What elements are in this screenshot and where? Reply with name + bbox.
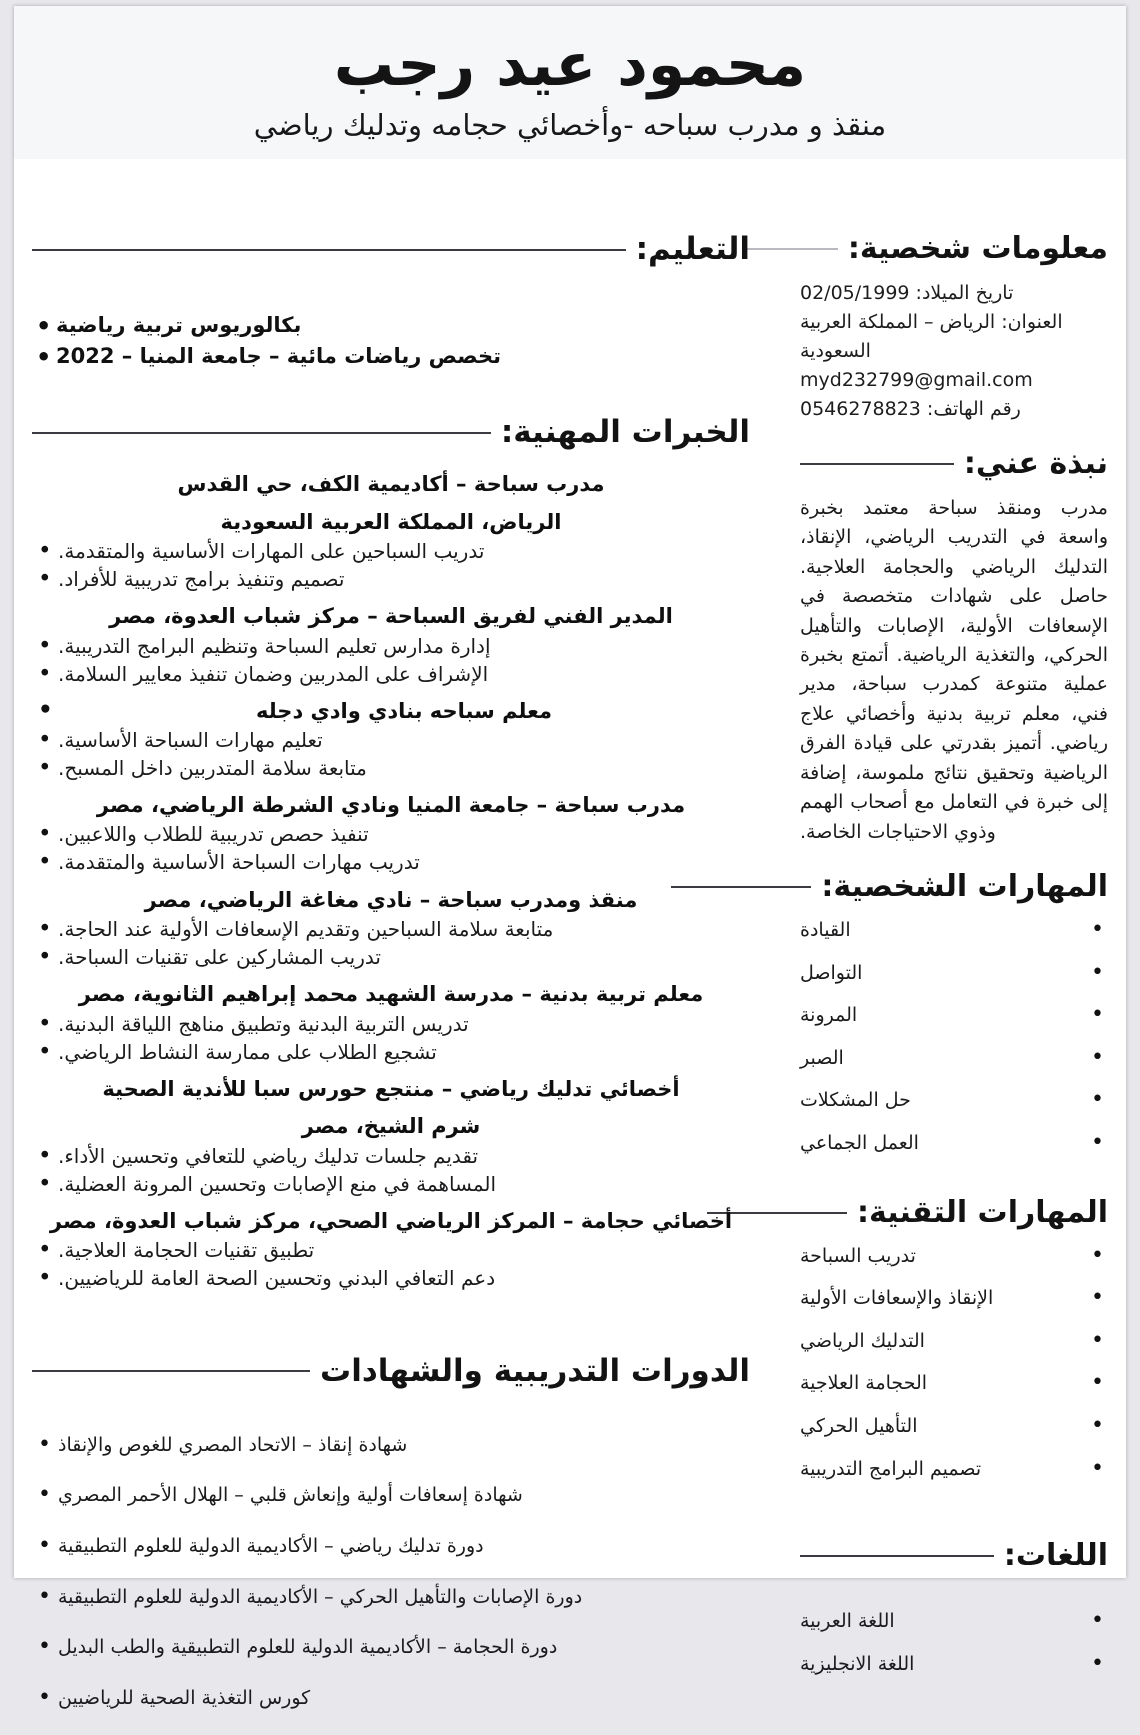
- list-item: • الإنقاذ والإسعافات الأولية: [800, 1285, 1108, 1312]
- section-about: [800, 446, 1108, 847]
- job-title: معلم تربية بدنية – مدرسة الشهيد محمد إبراهيم الثانوية، مصر: [78, 982, 704, 1007]
- experience-heading-row: [32, 414, 750, 451]
- list-item: • تشجيع الطلاب على ممارسة النشاط الرياضي.: [32, 1039, 750, 1066]
- courses-heading-row: [32, 1353, 750, 1390]
- heading-rule: [32, 249, 626, 251]
- list-item: • بكالوريوس تربية رياضية: [32, 311, 750, 341]
- job-duties: [32, 916, 750, 971]
- technical-skills-heading: المهارات التقنية:: [857, 1194, 1108, 1230]
- spacer: [32, 1297, 750, 1353]
- list-item: • دعم التعافي البدني وتحسين الصحة العامة للرياضيين.: [32, 1265, 750, 1292]
- list-item: • تدريب المشاركين على تقنيات السباحة.: [32, 944, 750, 971]
- job-title: • معلم سباحه بنادي وادي دجله: [32, 697, 750, 726]
- list-item: • دورة الحجامة – الأكاديمية الدولية للعلوم التطبيقية والطب البديل: [32, 1634, 750, 1661]
- job-location: شرم الشيخ، مصر: [301, 1114, 481, 1139]
- job-duties: [32, 1143, 750, 1198]
- personal-skills-heading: المهارات الشخصية:: [821, 869, 1108, 905]
- spacer: [800, 847, 1108, 869]
- cv-header: [14, 6, 1126, 159]
- section-personal-info: [800, 231, 1108, 423]
- email-line: myd232799@gmail.com: [800, 369, 1033, 392]
- spacer: [800, 1498, 1108, 1538]
- job-location: الرياض، المملكة العربية السعودية: [220, 509, 562, 534]
- spacer: [800, 1173, 1108, 1195]
- job-title: المدير الفني لفريق السباحة – مركز شباب العدوة، مصر: [109, 604, 673, 629]
- technical-skills-heading-row: [800, 1195, 1108, 1231]
- list-item: • تقديم جلسات تدليك رياضي للتعافي وتحسين الأداء.: [32, 1143, 750, 1170]
- personal-info-lines: [800, 279, 1108, 423]
- spacer: [32, 1410, 750, 1432]
- job-title: مدرب سباحة – أكاديمية الكف، حي القدس: [177, 472, 605, 497]
- heading-rule: [800, 463, 954, 465]
- experience-entry: [32, 1208, 750, 1293]
- list-item: • القيادة: [800, 917, 1108, 944]
- list-item: • إدارة مدارس تعليم السباحة وتنظيم البرامج التدريبية.: [32, 633, 750, 660]
- about-heading: نبذة عني:: [963, 445, 1108, 481]
- personal-info-heading: معلومات شخصية:: [847, 231, 1108, 267]
- spacer: [800, 1586, 1108, 1608]
- experience-entry: [32, 697, 750, 782]
- list-item: • المرونة: [800, 1002, 1108, 1029]
- languages-heading-row: [800, 1538, 1108, 1574]
- job-duties: [32, 538, 750, 593]
- personal-info-heading-row: [800, 231, 1108, 267]
- list-item: • التدليك الرياضي: [800, 1328, 1108, 1355]
- experience-entry: [32, 981, 750, 1066]
- list-item: • التواصل: [800, 960, 1108, 987]
- list-item: • تصميم البرامج التدريبية: [800, 1456, 1108, 1483]
- list-item: • اللغة العربية: [800, 1608, 1108, 1635]
- heading-rule: [32, 1370, 310, 1372]
- list-item: • تنفيذ حصص تدريبية للطلاب واللاعبين.: [32, 821, 750, 848]
- candidate-name: محمود عيد رجب: [333, 30, 807, 100]
- experience-entry: [32, 792, 750, 877]
- courses-list: [32, 1432, 750, 1712]
- address-line: العنوان: الرياض – المملكة العربية السعودية: [800, 311, 1063, 363]
- job-title: مدرب سباحة – جامعة المنيا ونادي الشرطة الرياضي، مصر: [96, 793, 686, 817]
- candidate-subtitle: منقذ و مدرب سباحه -وأخصائي حجامه وتدليك رياضي: [253, 108, 887, 143]
- list-item: • الصبر: [800, 1045, 1108, 1072]
- cv-sidebar: [776, 159, 1126, 1735]
- list-item: • تطبيق تقنيات الحجامة العلاجية.: [32, 1237, 750, 1264]
- job-title: منقذ ومدرب سباحة – نادي مغاغة الرياضي، مصر: [144, 887, 638, 912]
- list-item: • اللغة الانجليزية: [800, 1651, 1108, 1678]
- list-item: • التأهيل الحركي: [800, 1413, 1108, 1440]
- heading-rule: [32, 432, 491, 434]
- list-item: • حل المشكلات: [800, 1087, 1108, 1114]
- education-heading-row: [32, 231, 750, 268]
- job-duties: [32, 1011, 750, 1066]
- list-item: • تدريب السباحة: [800, 1243, 1108, 1270]
- cv-main: [14, 159, 776, 1735]
- phone-line: رقم الهاتف: 0546278823: [800, 397, 1021, 420]
- job-duties: [32, 821, 750, 876]
- about-heading-row: [800, 446, 1108, 482]
- section-languages: [800, 1538, 1108, 1677]
- list-item: • شهادة إسعافات أولية وإنعاش قلبي – الهلال الأحمر المصري: [32, 1482, 750, 1509]
- spacer: [32, 289, 750, 311]
- section-technical-skills: [800, 1195, 1108, 1483]
- experience-entry: [32, 603, 750, 688]
- list-item: • متابعة سلامة السباحين وتقديم الإسعافات الأولية عند الحاجة.: [32, 916, 750, 943]
- languages-list: [800, 1608, 1108, 1677]
- list-item: • متابعة سلامة المتدربين داخل المسبح.: [32, 755, 750, 782]
- spacer: [800, 424, 1108, 446]
- cv-body: [14, 159, 1126, 1735]
- courses-heading: الدورات التدريبية والشهادات: [320, 1352, 750, 1389]
- list-item: • تعليم مهارات السباحة الأساسية.: [32, 727, 750, 754]
- heading-rule: [800, 1555, 994, 1557]
- experience-entry: [32, 471, 750, 593]
- experience-entry: [32, 887, 750, 972]
- list-item: • دورة تدليك رياضي – الأكاديمية الدولية للعلوم التطبيقية: [32, 1533, 750, 1560]
- experience-entry: [32, 1076, 750, 1198]
- personal-skills-heading-row: [800, 869, 1108, 905]
- education-list: [32, 311, 750, 373]
- job-title: أخصائي حجامة – المركز الرياضي الصحي، مركز شباب العدوة، مصر: [49, 1208, 733, 1233]
- section-experience: [32, 414, 750, 1292]
- section-education: [32, 231, 750, 372]
- job-duties: [32, 697, 750, 782]
- list-item: • الإشراف على المدربين وضمان تنفيذ معايير السلامة.: [32, 661, 750, 688]
- list-item: • تصميم وتنفيذ برامج تدريبية للأفراد.: [32, 566, 750, 593]
- list-item: • دورة الإصابات والتأهيل الحركي – الأكاديمية الدولية للعلوم التطبيقية: [32, 1584, 750, 1611]
- spacer: [32, 374, 750, 414]
- experience-heading: الخبرات المهنية:: [500, 414, 750, 451]
- technical-skills-list: [800, 1243, 1108, 1483]
- languages-heading: اللغات:: [1003, 1538, 1108, 1574]
- job-duties: [32, 1237, 750, 1292]
- cv-page: [14, 6, 1126, 1709]
- section-courses: [32, 1353, 750, 1712]
- list-item: • تدريب السباحين على المهارات الأساسية والمتقدمة.: [32, 538, 750, 565]
- job-duties: [32, 633, 750, 688]
- list-item: • شهادة إنقاذ – الاتحاد المصري للغوص والإنقاذ: [32, 1432, 750, 1459]
- education-heading: التعليم:: [635, 231, 750, 268]
- personal-skills-list: [800, 917, 1108, 1157]
- section-personal-skills: [800, 869, 1108, 1157]
- list-item: • العمل الجماعي: [800, 1130, 1108, 1157]
- about-text: مدرب ومنقذ سباحة معتمد بخبرة واسعة في التدريب الرياضي، الإنقاذ، التدليك الرياضي والحجامة العلاجية. حاصل على شهادات متخصصة في الإسعافات الأولية، الإصابات والتأهيل الحركي، والتغذية الرياضية. أتمتع بخبرة عملية متنوعة كمدرب سباحة، مدير فني، معلم تربية بدنية وأخصائي علاج رياضي. أتميز بقدرتي على قيادة الفرق الرياضية وتحقيق نتائج ملموسة، إضافة إلى خبرة في التعامل مع أصحاب الهمم وذوي الاحتياجات الخاصة.: [800, 496, 1108, 843]
- list-item: • تدريب مهارات السباحة الأساسية والمتقدمة.: [32, 849, 750, 876]
- job-title: أخصائي تدليك رياضي – منتجع حورس سبا للأندية الصحية: [102, 1077, 680, 1102]
- list-item: • تدريس التربية البدنية وتطبيق مناهج اللياقة البدنية.: [32, 1011, 750, 1038]
- list-item: • تخصص رياضات مائية – جامعة المنيا – 2022: [32, 342, 750, 372]
- list-item: • كورس التغذية الصحية للرياضيين: [32, 1685, 750, 1712]
- list-item: • المساهمة في منع الإصابات وتحسين المرونة العضلية.: [32, 1171, 750, 1198]
- birthdate-line: تاريخ الميلاد: 02/05/1999: [800, 282, 1014, 305]
- list-item: • الحجامة العلاجية: [800, 1370, 1108, 1397]
